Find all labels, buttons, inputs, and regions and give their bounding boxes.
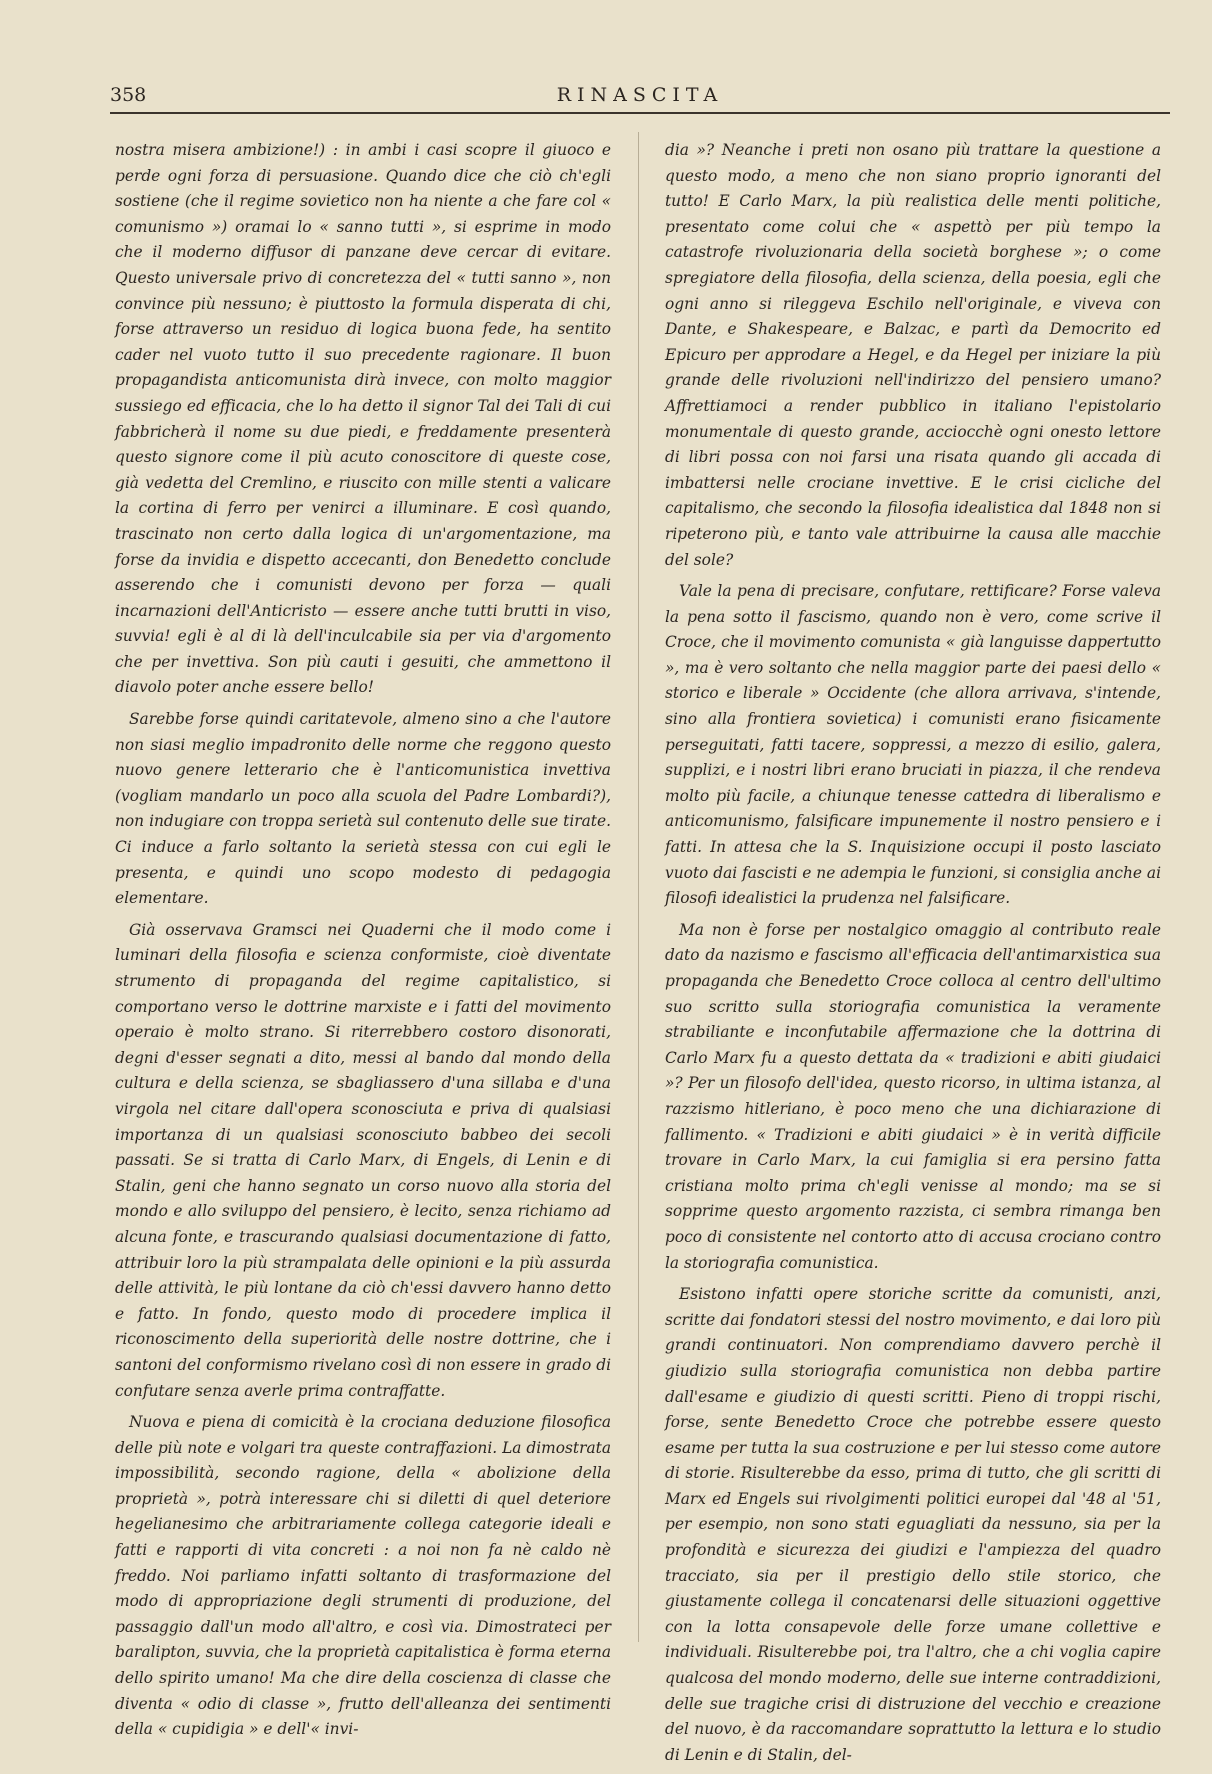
- left-paragraph-1: nostra misera ambizione!) : in ambi i casi scopre il giuoco e perde ogni forza di persuasione. Quando dice che ciò ch'egli sostiene (che il regime sovietico non ha niente a che fare col « comunismo ») oramai lo « sanno tutti », si esprime in modo che il moderno diffusor di panzane deve cercar di evitare. Questo universale privo di concretezza del « tutti sanno », non convince più nessuno; è piuttosto la formula disperata di chi, forse attraverso un residuo di logica buona fede, ha sentito cader nel vuoto tutto il suo precedente ragionare. Il buon propagandista anticomunista dirà invece, con molto maggior sussiego ed efficacia, che lo ha detto il signor Tal dei Tali di cui fabbricherà il nome su due piedi, e freddamente presenterà questo signore come il più acuto conoscitore di queste cose, già vedetta del Cremlino, e riuscito con mille stenti a valicare la cortina di ferro per venirci a illuminare. E così quando, trascinato non certo dalla logica di un'argomentazione, ma forse da invidia e dispetto accecanti, don Benedetto conclude asserendo che i comunisti devono per forza — quali incarnazioni dell'Anticristo — essere anche tutti brutti in viso, suvvia! egli è al di là dell'inculcabile sia per via d'argomento che per invettiva. Son più cauti i gesuiti, che ammettono il diavolo poter anche essere bello!: [115, 141, 611, 697]
- right-paragraph-2: Vale la pena di precisare, confutare, rettificare? Forse valeva la pena sotto il fascismo, quando non è vero, come scrive il Croce, che il movimento comunista « già languisse dappertutto », ma è vero soltanto che nella maggior parte dei paesi dello « storico e liberale » Occidente (che allora arrivava, s'intende, sino alla frontiera sovietica) i comunisti erano fisicamente perseguitati, fatti tacere, soppressi, a mezzo di esilio, galera, supplizi, e i nostri libri erano bruciati in piazza, il che rendeva molto più facile, a chiunque tenesse cattedra di liberalismo e anticomunismo, falsificare impunemente il nostro pensiero e i fatti. In attesa che la S. Inquisizione occupi il posto lasciato vuoto dai fascisti e ne adempia le funzioni, si consiglia anche ai filosofi idealistici la prudenza nel falsificare.: [665, 582, 1161, 908]
- right-paragraph-3: Ma non è forse per nostalgico omaggio al contributo reale dato da nazismo e fascismo all'efficacia dell'antimarxistica sua propaganda che Benedetto Croce colloca al centro dell'ultimo suo scritto sulla storiografia comunistica la veramente strabiliante e inconfutabile affermazione che la dottrina di Carlo Marx fu a questo dettata da « tradizioni e abiti giudaici »? Per un filosofo dell'idea, questo ricorso, in ultima istanza, al razzismo hitleriano, è poco meno che una dichiarazione di fallimento. « Tradizioni e abiti giudaici » è in verità difficile trovare in Carlo Marx, la cui famiglia si era persino fatta cristiana molto prima ch'egli venisse al mondo; ma se si sopprime questo argomento razzista, ci sembra rimanga ben poco di consistente nel contorto atto di accusa crociano contro la storiografia comunistica.: [665, 920, 1161, 1272]
- right-paragraph-1: dia »? Neanche i preti non osano più trattare la questione a questo modo, a meno che non siano proprio ignoranti del tutto! E Carlo Marx, la più realistica delle menti politiche, presentato come colui che « aspettò per più tempo la catastrofe rivoluzionaria della società borghese »; o come spregiatore della filosofia, della scienza, della poesia, egli che ogni anno si rileggeva Eschilo nell'originale, e viveva con Dante, e Shakespeare, e Balzac, e partì da Democrito ed Epicuro per approdare a Hegel, e da Hegel per iniziare la più grande delle rivoluzioni nell'indirizzo del pensiero umano? Affrettiamoci a render pubblico in italiano l'epistolario monumentale di questo grande, acciocchè ogni onesto lettore di libri possa con noi farsi una risata quando gli accada di imbattersi nelle crociane invettive. E le crisi cicliche del capitalismo, che secondo la filosofia idealistica dal 1848 non si ripeterono più, e tanto vale attribuirne la causa alle macchie del sole?: [665, 141, 1161, 569]
- left-paragraph-2: Sarebbe forse quindi caritatevole, almeno sino a che l'autore non siasi meglio impadronito delle norme che reggono questo nuovo genere letterario che è l'anticomunistica invettiva (vogliam mandarlo un poco alla scuola del Padre Lombardi?), non indugiare con troppa serietà sul contenuto delle sue tirate. Ci induce a farlo soltanto la serietà stessa con cui egli le presenta, e quindi uno scopo modesto di pedagogia elementare.: [115, 710, 611, 908]
- column-divider: [638, 132, 639, 1642]
- header-rule: [110, 112, 1170, 114]
- left-paragraph-4: Nuova e piena di comicità è la crociana deduzione filosofica delle più note e volgari tra queste contraffazioni. La dimostrata impossibilità, secondo ragione, della « abolizione della proprietà », potrà interessare chi si diletti di quel deteriore hegelianesimo che arbitrariamente collega categorie ideali e fatti e rapporti di vita concreti : a noi non fa nè caldo nè freddo. Noi parliamo infatti soltanto di trasformazione del modo di appropriazione degli strumenti di produzione, del passaggio dall'un modo all'altro, e così via. Dimostrateci per baralipton, suvvia, che la proprietà capitalistica è forma eterna dello spirito umano! Ma che dire della coscienza di classe che diventa « odio di classe », frutto dell'alleanza dei sentimenti della « cupidigia » e dell'« invi-: [115, 1413, 611, 1739]
- journal-title: RINASCITA: [556, 84, 724, 106]
- left-column: [115, 138, 611, 1749]
- right-paragraph-4: Esistono infatti opere storiche scritte da comunisti, anzi, scritte dai fondatori stessi del nostro movimento, e dai loro più grandi continuatori. Non comprendiamo davvero perchè il giudizio sulla storiografia comunistica non debba partire dall'esame e giudizio di questi scritti. Pieno di troppi rischi, forse, sente Benedetto Croce che potrebbe essere questo esame per tutta la sua costruzione e per lui stesso come autore di storie. Risulterebbe da esso, prima di tutto, che gli scritti di Marx ed Engels sui rivolgimenti politici europei dal '48 al '51, per esempio, non sono stati eguagliati da nessuno, sia per la profondità e sicurezza dei giudizi e l'ampiezza del quadro tracciato, sia per il prestigio dello stile storico, che giustamente collega il concatenarsi delle situazioni oggettive con la lotta consapevole delle forze umane collettive e individuali. Risulterebbe poi, tra l'altro, che a chi voglia capire qualcosa del mondo moderno, delle sue interne contraddizioni, delle sue tragiche crisi di distruzione del vecchio e creazione del nuovo, è da raccomandare soprattutto la lettura e lo studio di Lenin e di Stalin, del-: [665, 1285, 1161, 1764]
- page-header: [110, 84, 1170, 114]
- left-paragraph-3: Già osservava Gramsci nei Quaderni che il modo come i luminari della filosofia e scienza conformiste, cioè diventate strumento di propaganda del regime capitalistico, si comportano verso le dottrine marxiste e i fatti del movimento operaio è molto strano. Si riterrebbero costoro disonorati, degni d'esser segnati a dito, messi al bando dal mondo della cultura e della scienza, se sbagliassero d'una sillaba e d'una virgola nel citare dall'opera sconosciuta e priva di qualsiasi importanza di un qualsiasi sconosciuto babbeo dei secoli passati. Se si tratta di Carlo Marx, di Engels, di Lenin e di Stalin, geni che hanno segnato un corso nuovo alla storia del mondo e allo sviluppo del pensiero, è lecito, senza richiamo ad alcuna fonte, e trascurando qualsiasi documentazione di fatto, attribuir loro la più strampalata delle opinioni e la più assurda delle attività, le più lontane da ciò ch'essi davvero hanno detto e fatto. In fondo, questo modo di procedere implica il riconoscimento della superiorità delle nostre dottrine, che i santoni del conformismo rivelano così di non essere in grado di confutare senza averle prima contraffatte.: [115, 920, 611, 1400]
- page-number: 358: [110, 84, 147, 106]
- right-column: [665, 138, 1161, 1774]
